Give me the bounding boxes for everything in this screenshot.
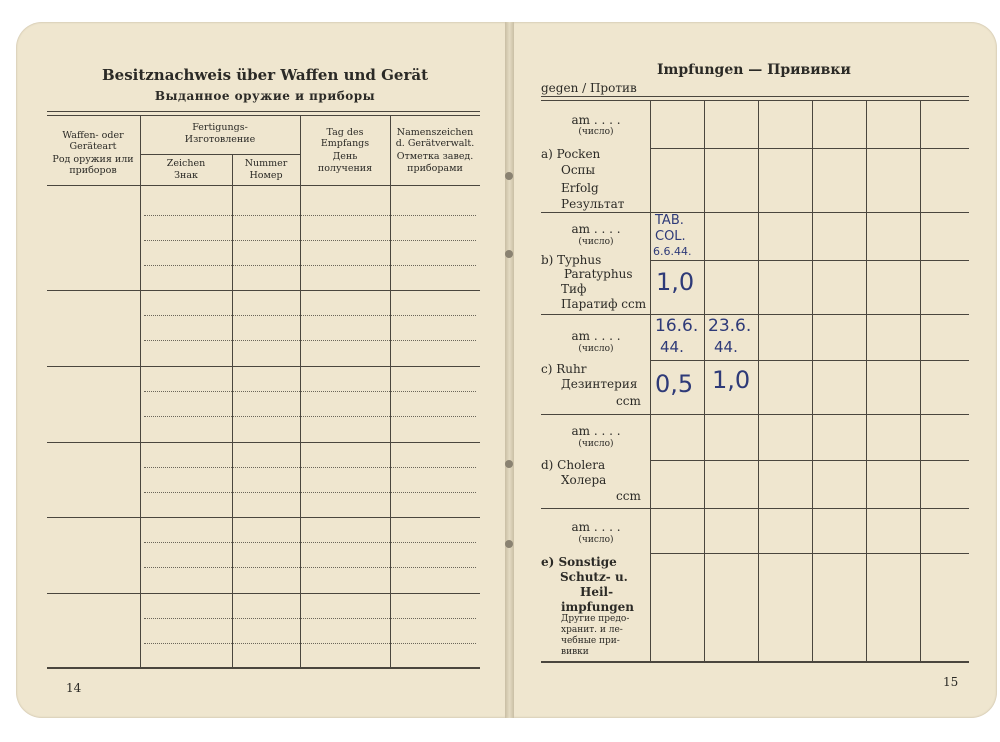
table-bottom-rule: [541, 661, 969, 663]
cell-line: [650, 460, 969, 461]
staple-icon: [505, 460, 513, 468]
dotted-line: [144, 416, 476, 417]
column-line: [650, 100, 651, 662]
page-title: Besitznachweis über Waffen und Gerät: [101, 66, 429, 84]
date-label: am . . . .: [571, 222, 621, 236]
dotted-line: [144, 492, 476, 493]
result-label: Erfolg: [561, 181, 599, 195]
col-header-number: Nummer: [244, 158, 288, 169]
row-separator: [47, 517, 480, 518]
dotted-line: [144, 467, 476, 468]
page-number: 15: [943, 675, 959, 689]
col-header-signature-ru: приборами: [407, 163, 463, 174]
column-line: [140, 115, 141, 668]
col-header-mark-ru: Знак: [174, 170, 198, 181]
section-separator: [541, 414, 969, 415]
handwritten-entry: TAB.: [655, 213, 684, 228]
vaccine-other: Schutz- u.: [560, 570, 628, 584]
table-bottom-rule: [47, 667, 480, 669]
table-top-rule: [47, 111, 480, 112]
col-header-signature: d. Gerätverwalt.: [395, 138, 475, 149]
vaccine-cholera: d) Cholera: [541, 458, 606, 472]
col-header-number-ru: Номер: [249, 170, 283, 181]
date-label: am . . . .: [571, 520, 621, 534]
staple-icon: [505, 250, 513, 258]
column-line: [812, 100, 813, 662]
col-header-manufacture-ru: Изготовление: [184, 134, 256, 145]
row-separator: [47, 442, 480, 443]
row-separator: [47, 290, 480, 291]
dotted-line: [144, 265, 476, 266]
dotted-line: [144, 542, 476, 543]
unit-ccm: ccm: [616, 394, 641, 408]
col-header-manufacture: Fertigungs-: [192, 122, 248, 133]
col-header-type-ru: Род оружия или: [52, 154, 134, 165]
column-line: [232, 154, 233, 668]
handwritten-entry: COL.: [655, 229, 686, 244]
cell-line: [650, 148, 969, 149]
handwritten-date: 16.6.: [655, 316, 699, 336]
against-label: gegen / Против: [541, 81, 637, 95]
col-header-mark: Zeichen: [166, 158, 206, 169]
vaccine-typhus-ru: Тиф: [561, 282, 587, 296]
section-separator: [541, 508, 969, 509]
column-line: [704, 100, 705, 662]
handwritten-dose: 0,5: [655, 370, 694, 398]
vaccine-paratyphus: Paratyphus: [564, 267, 633, 281]
handwritten-date: 44.: [660, 338, 684, 356]
unit-ccm: ccm: [616, 489, 641, 503]
column-line: [866, 100, 867, 662]
handwritten-entry: 6.6.44.: [653, 245, 692, 258]
dotted-line: [144, 567, 476, 568]
handwritten-dose: 1,0: [656, 268, 695, 296]
column-line: [920, 100, 921, 662]
col-header-type: Geräteart: [69, 141, 117, 152]
cell-line: [650, 553, 969, 554]
header-divider: [140, 154, 300, 155]
handwritten-date: 23.6.: [708, 316, 752, 336]
page-subtitle: Выданное оружие и приборы: [154, 89, 376, 103]
date-label-ru: (число): [578, 237, 614, 247]
header-bottom-rule: [47, 185, 480, 186]
row-separator: [47, 593, 480, 594]
vaccine-other-ru: Другие предо-: [561, 614, 630, 624]
col-header-type: Waffen- oder: [62, 130, 124, 141]
staple-icon: [505, 172, 513, 180]
page-title: Impfungen — Прививки: [657, 62, 851, 78]
staple-icon: [505, 540, 513, 548]
col-header-date: Empfangs: [320, 138, 370, 149]
column-line: [758, 100, 759, 662]
table-top-rule: [541, 96, 969, 97]
dotted-line: [144, 315, 476, 316]
vaccine-pocken-ru: Оспы: [561, 163, 596, 177]
date-label-ru: (число): [578, 439, 614, 449]
cell-line: [650, 260, 969, 261]
page-number: 14: [66, 681, 82, 695]
table-top-rule: [47, 115, 480, 116]
section-separator: [541, 314, 969, 315]
dotted-line: [144, 340, 476, 341]
dotted-line: [144, 618, 476, 619]
date-label: am . . . .: [571, 113, 621, 127]
vaccine-other: impfungen: [561, 600, 635, 614]
table-top-rule: [541, 100, 969, 101]
col-header-type-ru: приборов: [69, 165, 117, 176]
book-gutter: [505, 22, 514, 718]
dotted-line: [144, 391, 476, 392]
vaccine-ruhr-ru: Дезинтерия: [561, 377, 638, 391]
section-separator: [541, 212, 969, 213]
vaccine-pocken: a) Pocken: [541, 147, 601, 161]
vaccine-other-ru: хранит. и ле-: [561, 625, 623, 635]
dotted-line: [144, 643, 476, 644]
handwritten-dose: 1,0: [712, 366, 751, 394]
date-label: am . . . .: [571, 329, 621, 343]
col-header-date-ru: День: [332, 151, 358, 162]
col-header-date: Tag des: [326, 127, 364, 138]
result-label-ru: Результат: [561, 197, 625, 211]
row-separator: [47, 366, 480, 367]
handwritten-date: 44.: [714, 338, 738, 356]
vaccine-other: Heil-: [580, 585, 614, 599]
date-label-ru: (число): [578, 127, 614, 137]
vaccine-other-ru: вивки: [561, 647, 589, 657]
col-header-date-ru: получения: [317, 163, 373, 174]
vaccine-cholera-ru: Холера: [561, 473, 607, 487]
vaccine-ruhr: c) Ruhr: [541, 362, 587, 376]
col-header-signature-ru: Отметка завед.: [396, 151, 474, 162]
vaccine-paratyphus-ru: Паратиф ccm: [561, 297, 647, 311]
dotted-line: [144, 240, 476, 241]
date-label-ru: (число): [578, 535, 614, 545]
vaccine-other: e) Sonstige: [541, 555, 617, 569]
cell-line: [650, 360, 969, 361]
dotted-line: [144, 215, 476, 216]
date-label-ru: (число): [578, 344, 614, 354]
vaccine-typhus: b) Typhus: [541, 253, 602, 267]
vaccine-other-ru: чебные при-: [561, 636, 620, 646]
col-header-signature: Namenszeichen: [396, 127, 474, 138]
date-label: am . . . .: [571, 424, 621, 438]
